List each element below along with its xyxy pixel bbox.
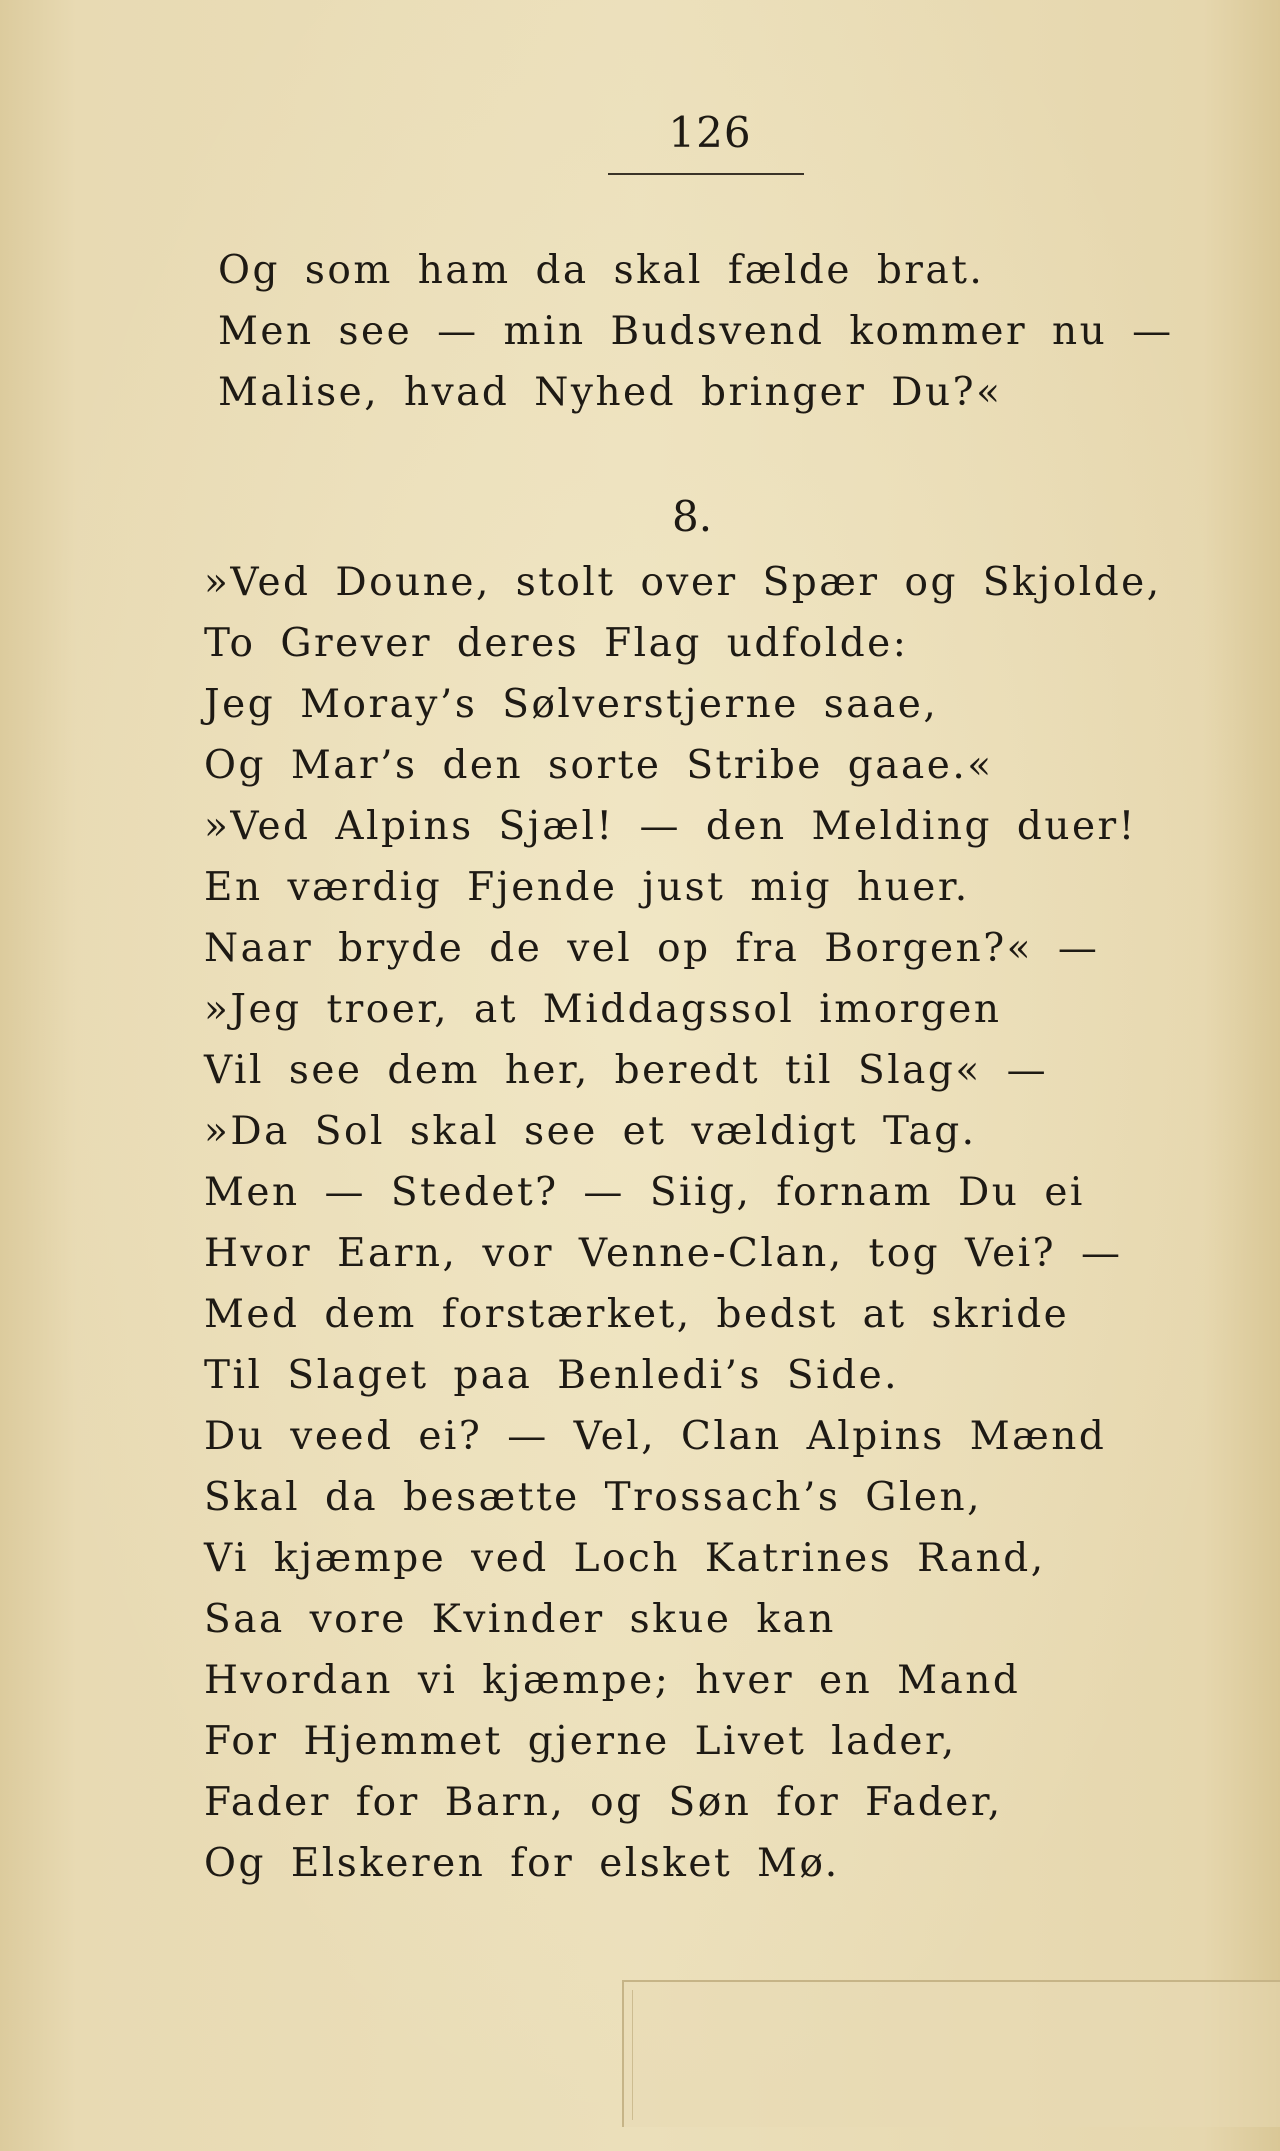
stanza-top — [218, 240, 1174, 423]
verse-line: Og Mar’s den sorte Stribe gaae.« — [204, 743, 994, 788]
verse-line: Naar bryde de vel op fra Borgen?« — — [204, 926, 1100, 971]
verse-line: Skal da besætte Trossach’s Glen, — [204, 1475, 983, 1520]
verse-line: Vi kjæmpe ved Loch Katrines Rand, — [204, 1536, 1046, 1581]
section-number: 8. — [672, 492, 713, 541]
verse-line: Men — Stedet? — Siig, fornam Du ei — [204, 1170, 1085, 1215]
verse-line: Vil see dem her, beredt til Slag« — — [204, 1048, 1049, 1093]
verse-line: Med dem forstærket, bedst at skride — [204, 1292, 1070, 1337]
verse-line: Men see — min Budsvend kommer nu — — [218, 309, 1174, 354]
verse-line: Til Slaget paa Benledi’s Side. — [204, 1353, 900, 1398]
verse-line: Jeg Moray’s Sølverstjerne saae, — [204, 682, 939, 727]
verse-line: »Ved Doune, stolt over Spær og Skjolde, — [204, 560, 1162, 605]
header-rule — [608, 173, 804, 175]
verse-line: »Ved Alpins Sjæl! — den Melding duer! — [204, 804, 1137, 849]
verse-line: Og Elskeren for elsket Mø. — [204, 1841, 840, 1886]
verse-line: Hvordan vi kjæmpe; hver en Mand — [204, 1658, 1021, 1703]
verse-line: Saa vore Kvinder skue kan — [204, 1597, 836, 1642]
verse-line: Du veed ei? — Vel, Clan Alpins Mænd — [204, 1414, 1107, 1459]
verse-line: »Da Sol skal see et vældigt Tag. — [204, 1109, 977, 1154]
stanza-main — [204, 552, 1162, 1894]
verse-line: Malise, hvad Nyhed bringer Du?« — [218, 370, 1003, 415]
verse-line: »Jeg troer, at Middagssol imorgen — [204, 987, 1002, 1032]
verse-line: En værdig Fjende just mig huer. — [204, 865, 970, 910]
page-number: 126 — [668, 108, 752, 157]
verse-line: Hvor Earn, vor Venne-Clan, tog Vei? — — [204, 1231, 1123, 1276]
verse-line: For Hjemmet gjerne Livet lader, — [204, 1719, 957, 1764]
paper-edge-line — [632, 1990, 1280, 2120]
verse-line: Og som ham da skal fælde brat. — [218, 248, 985, 293]
verse-line: Fader for Barn, og Søn for Fader, — [204, 1780, 1003, 1825]
verse-line: To Grever deres Flag udfolde: — [204, 621, 909, 666]
